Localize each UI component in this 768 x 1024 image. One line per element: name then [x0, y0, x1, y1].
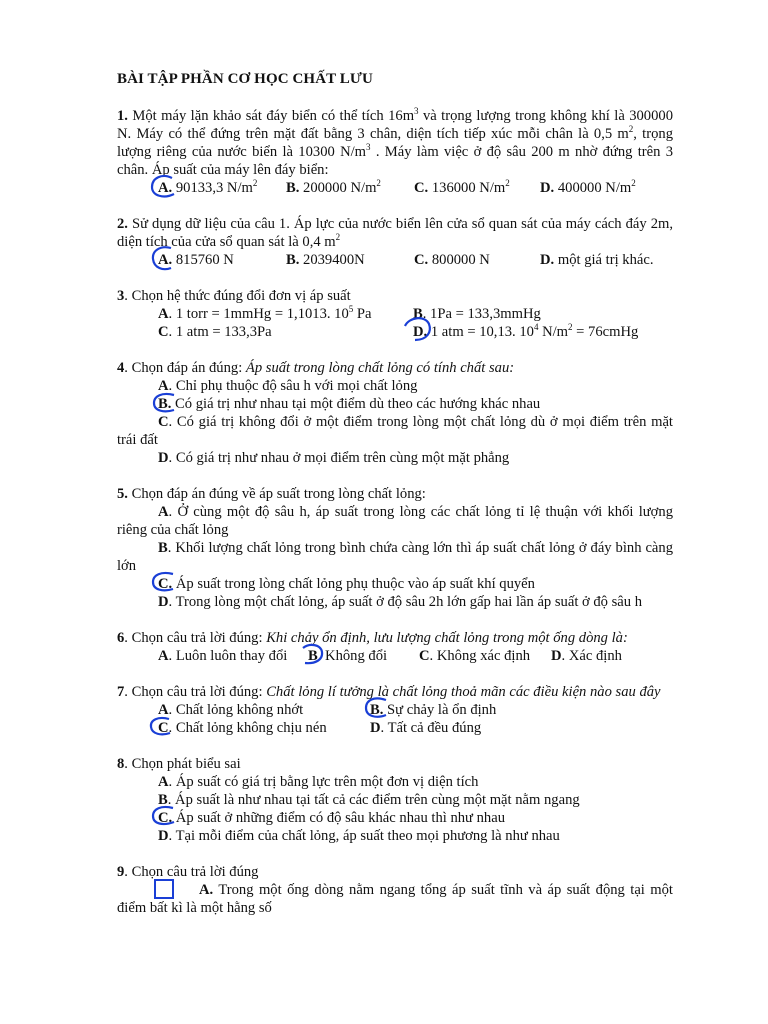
- question-5: [117, 485, 673, 611]
- question-3-stem: [117, 287, 673, 305]
- option-letter: B: [413, 306, 423, 322]
- superscript: 3: [414, 106, 419, 116]
- question-6-options: [117, 647, 673, 665]
- option-c[interactable]: [414, 251, 540, 269]
- option-letter: D.: [540, 252, 555, 268]
- question-3-options-row-2: [117, 323, 673, 341]
- option-d[interactable]: [413, 323, 638, 341]
- option-letter: C.: [414, 180, 429, 196]
- superscript: 2: [376, 178, 381, 188]
- question-number: 9: [117, 864, 125, 880]
- option-letter: A.: [158, 180, 173, 196]
- superscript: 5: [348, 304, 354, 314]
- option-b[interactable]: [286, 179, 414, 197]
- superscript: 3: [366, 142, 371, 152]
- stem-text: . Máy làm việc ở độ sâu 200 m nhờ đứng trên 3 chân. Áp suất của máy lên đáy biển:: [117, 144, 673, 178]
- question-number: 3: [117, 288, 125, 304]
- circled-answer: [158, 575, 172, 593]
- stem-italic-text: Chất lỏng lí tưởng là chất lỏng thoả mãn các điều kiện nào sau đây: [266, 684, 661, 700]
- option-text: 200000 N/m: [299, 180, 377, 196]
- question-7: [117, 683, 673, 737]
- option-text: Pa: [353, 306, 372, 322]
- option-text: Sự chảy là ổn định: [383, 702, 497, 718]
- option-text: . Luôn luôn thay đổi: [168, 648, 288, 664]
- superscript: 2: [335, 232, 341, 242]
- circled-answer: [158, 395, 171, 413]
- option-c[interactable]: [117, 413, 673, 449]
- option-letter: D: [158, 828, 169, 844]
- option-text: . Chất lỏng không nhớt: [168, 702, 304, 718]
- option-b[interactable]: [117, 791, 673, 809]
- question-3-options-row-1: [117, 305, 673, 323]
- option-text: . Không đổi: [317, 648, 388, 664]
- question-1: [117, 107, 673, 197]
- option-b[interactable]: [117, 539, 673, 575]
- question-8: [117, 755, 673, 845]
- option-text: . Khối lượng chất lỏng trong bình chứa càng lớn thì áp suất chất lỏng ở đáy bình càng lớn: [117, 540, 673, 574]
- question-2: [117, 215, 673, 269]
- option-text: . 1 atm = 133,3Pa: [168, 324, 272, 340]
- option-letter: D: [551, 648, 562, 664]
- option-letter: B.: [286, 252, 300, 268]
- pen-box-mark: [153, 878, 179, 902]
- option-d[interactable]: [117, 827, 673, 845]
- stem-text: . Chọn hệ thức đúng đổi đơn vị áp suất: [124, 288, 351, 304]
- question-number: 1.: [117, 108, 128, 124]
- stem-italic-text: Khi chảy ổn định, lưu lượng chất lỏng trong một ống dòng là:: [266, 630, 628, 646]
- option-letter: A.: [158, 252, 173, 268]
- option-a[interactable]: [158, 701, 370, 719]
- question-number: 5.: [117, 486, 128, 502]
- superscript: 2: [252, 178, 258, 188]
- option-letter: C: [419, 648, 430, 664]
- option-b[interactable]: [413, 305, 541, 323]
- option-d[interactable]: [117, 593, 673, 611]
- option-text: . Áp suất có giá trị bằng lực trên một đơn vị diện tích: [168, 774, 479, 790]
- option-letter: D: [370, 720, 381, 736]
- question-number: 2.: [117, 216, 128, 232]
- option-letter: A: [158, 306, 169, 322]
- option-d[interactable]: [370, 719, 481, 737]
- option-b[interactable]: [286, 251, 414, 269]
- page-title: BÀI TẬP PHẦN CƠ HỌC CHẤT LƯU: [117, 71, 373, 87]
- option-letter: B: [158, 540, 168, 556]
- question-7-stem: [117, 683, 673, 701]
- option-text: . Tất cả đều đúng: [380, 720, 482, 736]
- option-text: . 1 torr = 1mmHg = 1,1013. 10: [168, 306, 349, 322]
- stem-text: . Chọn câu trả lời đúng:: [124, 630, 267, 646]
- option-letter: D.: [540, 180, 555, 196]
- option-letter: C: [158, 414, 169, 430]
- question-9: [117, 863, 673, 917]
- option-b[interactable]: [117, 395, 673, 413]
- option-letter: A: [158, 378, 169, 394]
- option-a[interactable]: [117, 881, 673, 917]
- option-letter: B.: [158, 396, 172, 412]
- option-text: 90133,3 N/m: [172, 180, 253, 196]
- question-4: [117, 359, 673, 467]
- circled-answer: [158, 719, 169, 737]
- option-c[interactable]: [414, 179, 540, 197]
- option-b[interactable]: [308, 647, 419, 665]
- question-2-stem: [117, 215, 673, 251]
- option-letter: B: [308, 648, 318, 664]
- option-letter: D: [158, 450, 169, 466]
- stem-text: . Chọn câu trả lời đúng: [124, 864, 259, 880]
- option-letter: D: [158, 594, 169, 610]
- question-1-stem: [117, 107, 673, 179]
- option-text: 400000 N/m: [554, 180, 632, 196]
- option-text: . Trong lòng một chất lỏng, áp suất ở độ sâu 2h lớn gấp hai lần áp suất ở độ sâu h: [168, 594, 643, 610]
- circled-answer: [158, 881, 213, 899]
- option-text: 815760 N: [172, 252, 234, 268]
- question-number: 6: [117, 630, 125, 646]
- option-text: Trong một ống dòng nằm ngang tổng áp suất tĩnh và áp suất động tại một điểm bất kì là một hằng số: [117, 882, 673, 916]
- option-text: . 1Pa = 133,3mmHg: [422, 306, 541, 322]
- circled-answer: [370, 701, 383, 719]
- option-b[interactable]: [370, 701, 496, 719]
- option-text: 2039400N: [299, 252, 365, 268]
- option-a[interactable]: [158, 647, 308, 665]
- option-c[interactable]: [419, 647, 551, 665]
- option-text: = 76cmHg: [572, 324, 639, 340]
- option-a[interactable]: [117, 377, 673, 395]
- stem-text: Một máy lặn khảo sát đáy biển có thể tích 16m: [127, 108, 415, 124]
- question-5-stem: [117, 485, 673, 503]
- option-letter: A: [158, 504, 169, 520]
- option-text: 136000 N/m: [428, 180, 506, 196]
- question-3: [117, 287, 673, 341]
- question-9-stem: [117, 863, 673, 881]
- option-text: . Ở cùng một độ sâu h, áp suất trong lòng các chất lỏng tỉ lệ thuận với khối lượng riêng của chất lỏng: [117, 504, 673, 538]
- question-2-options: [117, 251, 673, 269]
- option-d[interactable]: [540, 179, 636, 197]
- option-text: . Không xác định: [429, 648, 531, 664]
- option-text: Có giá trị như nhau tại một điểm dù theo các hướng khác nhau: [171, 396, 541, 412]
- option-a[interactable]: [117, 503, 673, 539]
- option-d[interactable]: [540, 251, 654, 269]
- option-d[interactable]: [551, 647, 622, 665]
- superscript: 2: [628, 124, 634, 134]
- option-letter: A.: [199, 882, 214, 898]
- stem-text: và trọng lượng trong không khí là 300000 N. Máy có thể đứng trên mặt đất bằng 3 chân, diện tích tiếp xúc mỗi chân là 0,5 m: [117, 108, 673, 142]
- question-4-stem: [117, 359, 673, 377]
- question-number: 7: [117, 684, 125, 700]
- option-text: một giá trị khác.: [554, 252, 654, 268]
- worksheet: [117, 70, 673, 935]
- option-text: . Áp suất là như nhau tại tất cả các điểm trên cùng một mặt nằm ngang: [167, 792, 580, 808]
- option-d[interactable]: [117, 449, 673, 467]
- option-text: 1 atm = 10,13. 10: [427, 324, 534, 340]
- option-text: . Chỉ phụ thuộc độ sâu h với mọi chất lỏng: [168, 378, 418, 394]
- option-letter: B.: [286, 180, 300, 196]
- option-text: 800000 N: [428, 252, 490, 268]
- option-a[interactable]: [158, 305, 413, 323]
- circled-answer: [158, 179, 172, 197]
- option-c[interactable]: [117, 575, 673, 593]
- option-text: . Xác định: [561, 648, 622, 664]
- question-number: 4: [117, 360, 125, 376]
- option-text: N/m: [538, 324, 569, 340]
- option-c[interactable]: [158, 719, 370, 737]
- circled-answer: [158, 809, 172, 827]
- option-letter: B.: [370, 702, 384, 718]
- option-letter: C.: [158, 576, 173, 592]
- option-letter: C.: [414, 252, 429, 268]
- question-6: [117, 629, 673, 665]
- option-letter: C: [158, 324, 169, 340]
- question-7-options-row-2: [117, 719, 673, 737]
- circled-answer: [308, 647, 318, 665]
- option-letter: A: [158, 702, 169, 718]
- stem-italic-text: Áp suất trong lòng chất lỏng có tính chất sau:: [245, 360, 515, 376]
- option-text: . Chất lỏng không chịu nén: [168, 720, 327, 736]
- question-7-options-row-1: [117, 701, 673, 719]
- option-a[interactable]: [117, 773, 673, 791]
- option-letter: B: [158, 792, 168, 808]
- option-c[interactable]: [117, 809, 673, 827]
- stem-text: , trọng lượng riêng của nước biển là 10300 N/m: [117, 126, 673, 160]
- option-c[interactable]: [158, 323, 413, 341]
- option-letter: C: [158, 720, 169, 736]
- stem-text: . Chọn đáp án đúng:: [124, 360, 246, 376]
- option-text: . Có giá trị như nhau ở mọi điểm trên cùng một mặt phẳng: [168, 450, 510, 466]
- option-letter: C.: [158, 810, 173, 826]
- stem-text: Chọn đáp án đúng về áp suất trong lòng chất lỏng:: [127, 486, 426, 502]
- question-6-stem: [117, 629, 673, 647]
- stem-text: . Chọn câu trả lời đúng:: [124, 684, 267, 700]
- superscript: 2: [505, 178, 510, 188]
- stem-text: . Chọn phát biểu sai: [124, 756, 241, 772]
- option-text: . Tại mỗi điểm của chất lỏng, áp suất theo mọi phương là như nhau: [168, 828, 560, 844]
- option-letter: A: [158, 774, 169, 790]
- option-text: Áp suất trong lòng chất lỏng phụ thuộc vào áp suất khí quyển: [172, 576, 535, 592]
- question-8-stem: [117, 755, 673, 773]
- option-text: . Có giá trị không đổi ở một điểm trong lòng một chất lỏng dù ở mọi điểm trên mặt trái đất: [117, 414, 673, 448]
- superscript: 2: [631, 178, 636, 188]
- question-1-options: [117, 179, 673, 197]
- option-letter: A: [158, 648, 169, 664]
- circled-answer: [413, 323, 427, 341]
- stem-text: Sử dụng dữ liệu của câu 1. Áp lực của nước biển lên cửa sổ quan sát của máy cách đáy 2m, diện tích của cửa sổ quan sát là 0,4 m: [117, 216, 673, 250]
- option-letter: D.: [413, 324, 428, 340]
- option-text: Áp suất ở những điểm có độ sâu khác nhau thì như nhau: [172, 810, 505, 826]
- superscript: 4: [533, 322, 539, 332]
- superscript: 2: [568, 322, 573, 332]
- option-a[interactable]: [158, 251, 286, 269]
- circled-answer: [158, 251, 172, 269]
- option-a[interactable]: [158, 179, 286, 197]
- question-number: 8: [117, 756, 125, 772]
